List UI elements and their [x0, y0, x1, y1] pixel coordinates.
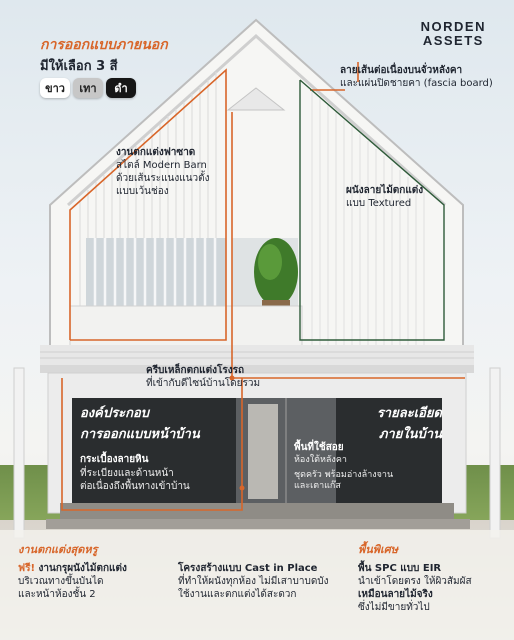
front-line-1: องค์ประกอบ [80, 406, 149, 421]
front-line-2: การออกแบบหน้าบ้าน [80, 427, 200, 442]
space-line-3: ชุดครัว พร้อมอ่างล้างจาน [294, 470, 394, 480]
luxury-section [18, 540, 127, 601]
interior-line-2: ภายในบ้าน [378, 427, 442, 442]
wall-line-2: แบบ Textured [346, 198, 412, 209]
interior-line-1: รายละเอียด [376, 406, 442, 421]
front-line-5: ต่อเนื่องถึงพื้นทางเข้าบ้าน [80, 481, 190, 492]
structure-section [178, 562, 329, 601]
wall-line-1: ผนังลายไม้ตกแต่ง [346, 185, 424, 196]
front-line-4: ที่ระเบียงและด้านหน้า [80, 468, 174, 479]
floor-line-3: เหมือนลายไม้จริง [358, 589, 433, 600]
carport-annotation [146, 364, 260, 390]
luxury-line-2: บริเวณทางขึ้นบันได [18, 576, 104, 587]
color-option-gray[interactable]: เทา [73, 78, 103, 98]
carport-line-1: ครีบเหล็กตกแต่งโรงรถ [146, 365, 245, 376]
space-line-2: ห้องใต้หลังคา [294, 455, 347, 465]
facade-line-1: งานตกแต่งฟาซาด [116, 147, 196, 158]
luxury-line-3: และหน้าห้องชั้น 2 [18, 589, 96, 600]
carport-roof [40, 345, 474, 365]
interior-annotation [350, 402, 442, 444]
color-option-black[interactable]: ดำ [106, 78, 136, 98]
luxury-free-badge: ฟรี! [18, 563, 36, 574]
wall-annotation [346, 184, 423, 210]
brand-logo [421, 20, 486, 48]
floor-line-2: นำเข้าโดยตรง ให้ผิวสัมผัส [358, 576, 472, 587]
fascia-annotation [340, 64, 493, 90]
fascia-line-2: และแผ่นปิดชายคา (fascia board) [340, 78, 493, 89]
structure-line-1: โครงสร้างแบบ Cast in Place [178, 563, 318, 574]
brand-line-1: NORDEN [420, 19, 486, 34]
structure-line-3: ใช้งานและตกแต่งได้สะดวก [178, 589, 297, 600]
carport-post-right [490, 368, 500, 538]
brand-line-2: ASSETS [422, 33, 484, 48]
space-annotation [294, 440, 393, 492]
structure-line-2: ที่ทำให้ผนังทุกห้อง ไม่มีเสาบาบดบัง [178, 576, 329, 587]
luxury-line-1: งานกรุผนังไม้ตกแต่ง [35, 563, 127, 574]
facade-line-3: ด้วยเส้นระแนงแนวตั้ง [116, 173, 210, 184]
floor-line-1: พื้น SPC แบบ EIR [358, 563, 442, 574]
color-option-white[interactable]: ขาว [40, 78, 70, 98]
carport-line-2: ที่เข้ากับดีไซน์บ้านโดยรวม [146, 378, 261, 389]
page-subtitle: มีให้เลือก 3 สี [40, 59, 118, 74]
facade-line-4: แบบเว้นช่อง [116, 186, 169, 197]
facade-annotation [116, 146, 210, 198]
page-title: การออกแบบภายนอก [40, 37, 168, 53]
floor-line-4: ซึ่งไม่มีขายทั่วไป [358, 602, 430, 613]
carport-post-left [14, 368, 24, 538]
space-line-1: พื้นที่ใช้สอย [294, 442, 344, 453]
front-line-3: กระเบื้องลายหิน [80, 454, 149, 465]
fascia-line-1: ลายเส้นต่อเนื่องบนจั่วหลังคา [340, 65, 463, 76]
luxury-title: งานตกแต่งสุดหรู [18, 543, 98, 556]
facade-line-2: สไตล์ Modern Barn [116, 160, 207, 171]
floor-title: พื้นพิเศษ [358, 543, 399, 556]
front-step [60, 503, 454, 519]
front-annotation [80, 402, 200, 493]
space-line-4: และเตาแก๊ส [294, 481, 341, 491]
floor-section [358, 540, 472, 614]
